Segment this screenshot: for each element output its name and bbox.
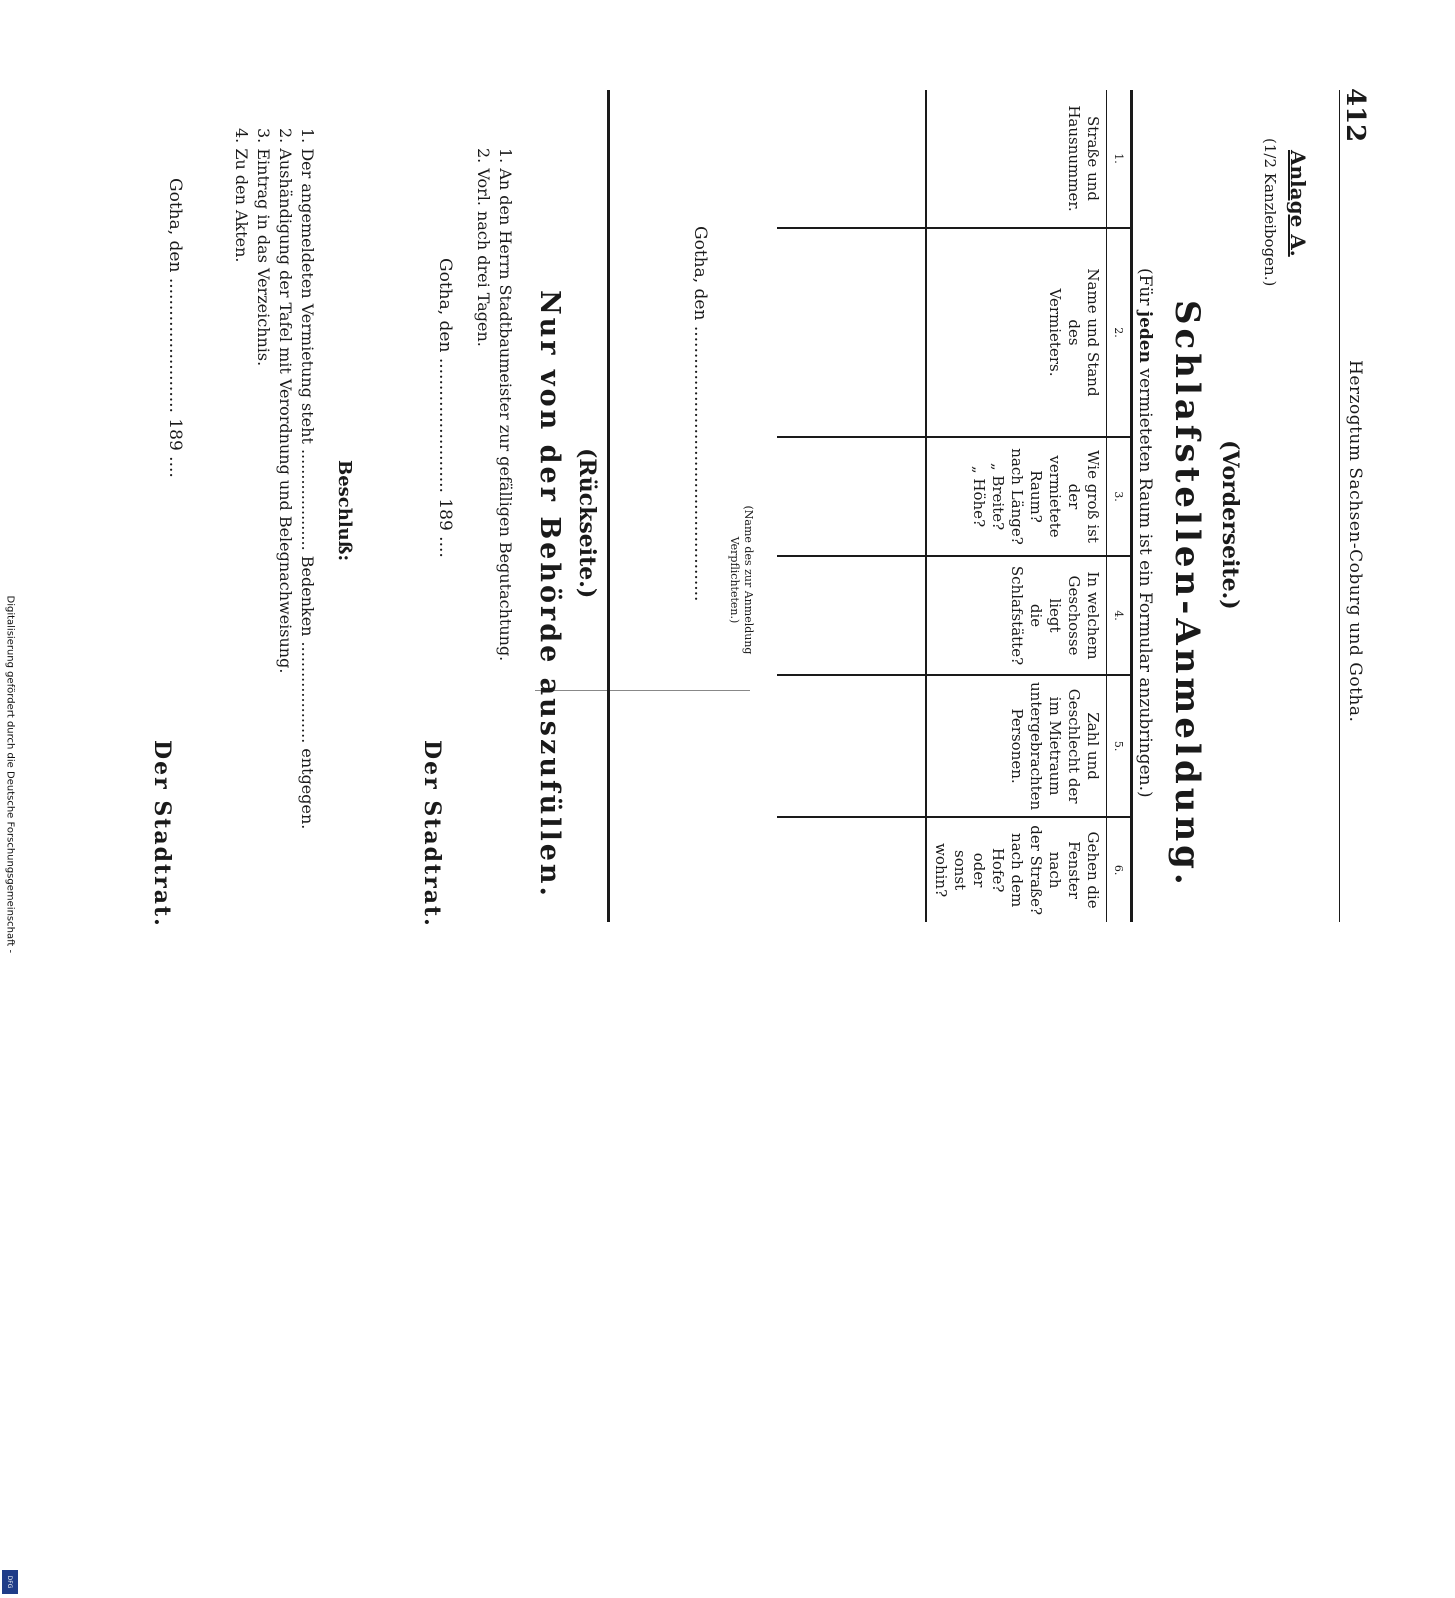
registration-table: [777, 90, 1130, 922]
svg-text:DFG: DFG: [6, 1575, 13, 1589]
header-landlord: Name und Stand des Vermieters.: [926, 228, 1107, 437]
credit-text: Digitalisierung gefördert durch die Deutsche Forschungsgemeinschaft -: [4, 595, 16, 954]
header-street: Straße und Hausnummer.: [926, 90, 1107, 228]
header-floor: In welchem Geschosse liegt die Schlafstätte?: [926, 556, 1107, 675]
header-rule: [1339, 90, 1340, 922]
col-number: 3.: [1107, 437, 1131, 556]
column-number-row: [1107, 90, 1131, 922]
authority-heading: Nur von der Behörde auszufüllen.: [534, 290, 565, 899]
form-title: Schlafstellen-Anmeldung.: [1167, 300, 1207, 889]
header-room-size: Wie groß ist der vermietete Raum? nach Länge? „ Breite? „ Höhe?: [926, 437, 1107, 556]
instruction-item: 2. Vorl. nach drei Tagen.: [474, 148, 493, 347]
resolution-item: 1. Der angemeldeten Vermietung steht .................... Bedenken .................... entgegen.: [298, 128, 317, 830]
header-occupants: Zahl und Geschlecht der im Mietraum untergebrachten Personen.: [926, 675, 1107, 817]
col-number: 5.: [1107, 675, 1131, 817]
subtitle-post: vermieteten Raum ist ein Formular anzubringen.): [1135, 368, 1155, 798]
entry-cell[interactable]: [777, 228, 926, 437]
signature-caption: (Name des zur Anmeldung Verpflichteten.): [728, 505, 755, 655]
resolution-label: Beschluß:: [334, 460, 355, 562]
entry-cell[interactable]: [777, 437, 926, 556]
col-number: 4.: [1107, 556, 1131, 675]
sheet-size-note: (1/2 Kanzleibogen.): [1261, 138, 1279, 287]
digitization-credit: [0, 595, 20, 1589]
entry-row: [777, 90, 926, 922]
header-windows: Gehen die Fenster nach der Straße? nach dem Hofe? oder sonst wohin?: [932, 825, 1102, 915]
entry-cell[interactable]: [777, 675, 926, 817]
front-side-label: (Vorderseite.): [1217, 440, 1243, 610]
back-side-label: (Rückseite.): [574, 448, 600, 599]
subtitle-emphasis: jeden: [1135, 310, 1155, 363]
entry-cell[interactable]: [777, 90, 926, 228]
col-number: 1.: [1107, 90, 1131, 228]
page-number: 412: [1340, 88, 1370, 143]
col-number: 2.: [1107, 228, 1131, 437]
attachment-label: Anlage A.: [1286, 150, 1310, 257]
signature-line: [535, 690, 750, 691]
entry-cell[interactable]: [777, 556, 926, 675]
instruction-item: 1. An den Herrn Stadtbaumeister zur gefälligen Begutachtung.: [496, 148, 515, 662]
subtitle-pre: (Für: [1135, 268, 1155, 306]
page-header: Herzogtum Sachsen-Coburg und Gotha.: [1345, 360, 1365, 723]
date-line-back: Gotha, den ......................... 189 ....: [435, 258, 455, 558]
dfg-logo: [2, 1570, 18, 1598]
resolution-item: 4. Zu den Akten.: [232, 128, 251, 263]
entry-cell[interactable]: [777, 817, 926, 922]
resolution-item: 2. Aushändigung der Tafel mit Verordnung und Belegnachweisung.: [276, 128, 295, 674]
col-number: 6.: [1107, 817, 1131, 922]
council-signature: Der Stadtrat.: [149, 740, 175, 928]
resolution-item: 3. Eintrag in das Verzeichnis.: [254, 128, 273, 367]
form-subtitle: [1135, 268, 1155, 798]
section-divider: [607, 90, 610, 922]
table-top-rule: [1130, 90, 1133, 922]
date-line-front: Gotha, den ...................................................: [690, 226, 710, 602]
column-header-row: [926, 90, 1107, 922]
date-line-resolution: Gotha, den ......................... 189 ....: [165, 178, 185, 478]
council-signature: Der Stadtrat.: [419, 740, 445, 928]
